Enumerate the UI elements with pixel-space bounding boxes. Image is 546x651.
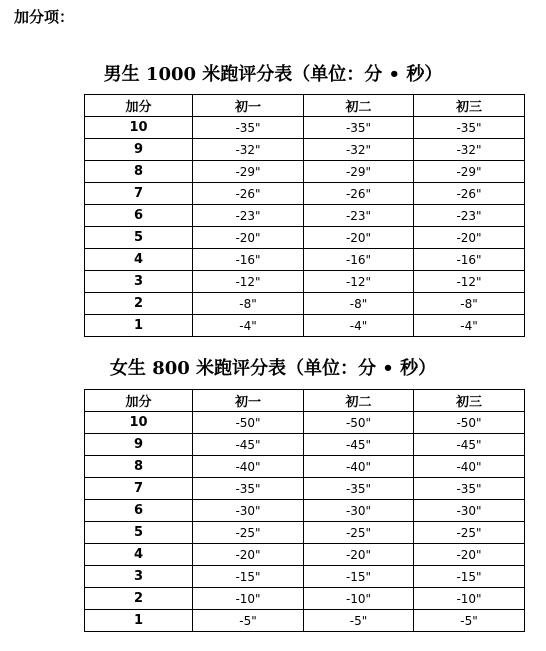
time-bonus-cell: -4" [304,315,414,337]
time-bonus-cell: -15" [414,566,525,588]
table-row [85,522,525,544]
time-bonus-cell: -8" [193,293,304,315]
time-bonus-cell: -32" [414,139,525,161]
time-bonus-cell: -40" [414,456,525,478]
time-bonus-cell: -50" [304,412,414,434]
time-bonus-cell: -40" [193,456,304,478]
column-header: 初三 [414,390,525,412]
time-bonus-cell: -5" [414,610,525,632]
table-row [85,271,525,293]
time-bonus-cell: -5" [304,610,414,632]
time-bonus-cell: -32" [304,139,414,161]
score-points-cell: 7 [85,183,193,205]
time-bonus-cell: -5" [193,610,304,632]
score-points-cell: 4 [85,544,193,566]
column-header: 初三 [414,95,525,117]
score-points-cell: 9 [85,139,193,161]
time-bonus-cell: -26" [414,183,525,205]
time-bonus-cell: -23" [414,205,525,227]
time-bonus-cell: -12" [414,271,525,293]
time-bonus-cell: -15" [304,566,414,588]
time-bonus-cell: -4" [193,315,304,337]
score-points-cell: 1 [85,610,193,632]
time-bonus-cell: -50" [193,412,304,434]
time-bonus-cell: -35" [304,117,414,139]
score-points-cell: 9 [85,434,193,456]
score-points-cell: 6 [85,205,193,227]
time-bonus-cell: -20" [414,544,525,566]
table-title-boys: 男生 1000 米跑评分表（单位：分 • 秒） [103,64,443,85]
time-bonus-cell: -45" [304,434,414,456]
time-bonus-cell: -35" [304,478,414,500]
table-row [85,249,525,271]
time-bonus-cell: -35" [193,117,304,139]
score-points-cell: 8 [85,456,193,478]
table-header-row [85,390,525,412]
time-bonus-cell: -12" [304,271,414,293]
time-bonus-cell: -29" [193,161,304,183]
score-points-cell: 10 [85,412,193,434]
score-points-cell: 1 [85,315,193,337]
time-bonus-cell: -16" [193,249,304,271]
table-row [85,588,525,610]
time-bonus-cell: -32" [193,139,304,161]
time-bonus-cell: -45" [193,434,304,456]
score-points-cell: 8 [85,161,193,183]
score-points-cell: 6 [85,500,193,522]
table-title-girls: 女生 800 米跑评分表（单位：分 • 秒） [109,358,437,379]
time-bonus-cell: -35" [193,478,304,500]
column-header: 加分 [85,95,193,117]
time-bonus-cell: -16" [304,249,414,271]
time-bonus-cell: -20" [304,544,414,566]
time-bonus-cell: -25" [414,522,525,544]
time-bonus-cell: -20" [414,227,525,249]
section-heading: 加分项： [14,8,75,26]
time-bonus-cell: -8" [414,293,525,315]
table-row [85,205,525,227]
table-row [85,456,525,478]
table-row [85,139,525,161]
time-bonus-cell: -45" [414,434,525,456]
time-bonus-cell: -30" [304,500,414,522]
table-row [85,293,525,315]
time-bonus-cell: -10" [414,588,525,610]
score-points-cell: 10 [85,117,193,139]
column-header: 加分 [85,390,193,412]
time-bonus-cell: -25" [304,522,414,544]
score-points-cell: 2 [85,293,193,315]
time-bonus-cell: -20" [304,227,414,249]
score-points-cell: 3 [85,271,193,293]
column-header: 初一 [193,95,304,117]
score-points-cell: 4 [85,249,193,271]
score-points-cell: 5 [85,522,193,544]
time-bonus-cell: -30" [414,500,525,522]
time-bonus-cell: -10" [193,588,304,610]
table-row [85,544,525,566]
time-bonus-cell: -16" [414,249,525,271]
time-bonus-cell: -29" [414,161,525,183]
score-points-cell: 7 [85,478,193,500]
time-bonus-cell: -40" [304,456,414,478]
time-bonus-cell: -30" [193,500,304,522]
time-bonus-cell: -35" [414,478,525,500]
time-bonus-cell: -8" [304,293,414,315]
time-bonus-cell: -4" [414,315,525,337]
table-row [85,183,525,205]
score-points-cell: 5 [85,227,193,249]
score-points-cell: 2 [85,588,193,610]
time-bonus-cell: -10" [304,588,414,610]
table-header-row [85,95,525,117]
table-row [85,161,525,183]
time-bonus-cell: -26" [193,183,304,205]
table-row [85,227,525,249]
time-bonus-cell: -29" [304,161,414,183]
table-row [85,434,525,456]
time-bonus-cell: -20" [193,544,304,566]
table-row [85,610,525,632]
table-row [85,315,525,337]
time-bonus-cell: -23" [193,205,304,227]
table-row [85,566,525,588]
table-row [85,117,525,139]
boys-1000m-score-table [84,94,525,337]
time-bonus-cell: -35" [414,117,525,139]
score-points-cell: 3 [85,566,193,588]
table-row [85,500,525,522]
time-bonus-cell: -23" [304,205,414,227]
column-header: 初二 [304,95,414,117]
table-row [85,412,525,434]
time-bonus-cell: -25" [193,522,304,544]
girls-800m-score-table [84,389,525,632]
time-bonus-cell: -50" [414,412,525,434]
time-bonus-cell: -20" [193,227,304,249]
table-row [85,478,525,500]
column-header: 初二 [304,390,414,412]
time-bonus-cell: -12" [193,271,304,293]
time-bonus-cell: -15" [193,566,304,588]
time-bonus-cell: -26" [304,183,414,205]
column-header: 初一 [193,390,304,412]
